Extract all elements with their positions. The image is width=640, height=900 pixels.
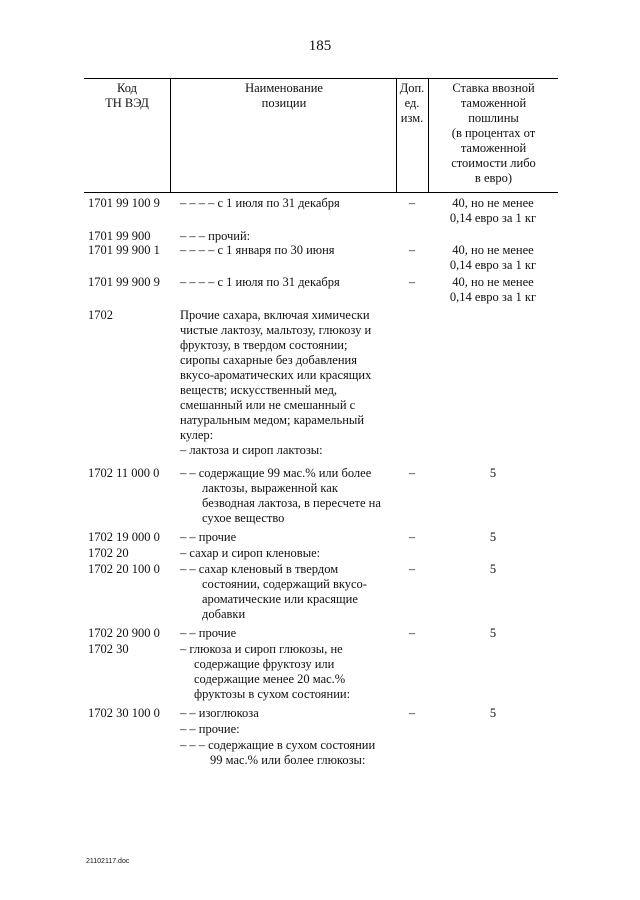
row-code: 1702 11 000 0 xyxy=(88,466,160,480)
name-line: содержащие менее 20 мас.% xyxy=(194,672,346,686)
row-unit: – xyxy=(408,706,416,720)
row-rate: 5 xyxy=(489,562,497,576)
row-code: 1701 99 900 xyxy=(88,229,151,243)
name-line: состоянии, содержащий вкусо- xyxy=(202,577,367,591)
footer-filename: 21102117.doc xyxy=(86,858,130,865)
name-line: веществ; искусственный мед, xyxy=(180,383,338,397)
row-name xyxy=(180,562,395,622)
name-line: фруктозу, в твердом состоянии; xyxy=(180,338,348,352)
row-name: – – прочие: xyxy=(180,722,240,736)
row-unit: – xyxy=(408,562,416,576)
name-line: безводная лактоза, в пересчете на xyxy=(202,496,381,510)
row-name xyxy=(180,466,395,526)
name-line: – лактоза и сироп лактозы: xyxy=(180,443,323,457)
row-name: – – изоглюкоза xyxy=(180,706,259,720)
name-line: Прочие сахара, включая химически xyxy=(180,308,370,322)
row-unit: – xyxy=(408,466,416,480)
row-unit: – xyxy=(408,275,416,289)
name-line: смешанный или не смешанный с xyxy=(180,398,356,412)
header-unit: Доп. ед. изм. xyxy=(399,81,425,125)
name-line: сухое вещество xyxy=(202,511,285,525)
name-line: 99 мас.% или более глюкозы: xyxy=(210,753,366,767)
row-code: 1701 99 100 9 xyxy=(88,196,160,210)
row-name: – – – – с 1 января по 30 июня xyxy=(180,243,335,257)
name-line: кулер: xyxy=(180,428,214,442)
name-line: ароматические или красящие xyxy=(202,592,358,606)
row-rate xyxy=(430,275,556,305)
header-name: Наименование позиции xyxy=(245,81,323,110)
row-rate xyxy=(430,243,556,273)
row-name: – – – – с 1 июля по 31 декабря xyxy=(180,196,340,210)
row-code: 1701 99 900 1 xyxy=(88,243,160,257)
row-rate-line: 0,14 евро за 1 кг xyxy=(449,290,537,304)
name-line: – – сахар кленовый в твердом xyxy=(180,562,339,576)
row-code: 1701 99 900 9 xyxy=(88,275,160,289)
name-line: – – – содержащие в сухом состоянии xyxy=(180,738,376,752)
row-rate-line: 40, но не менее xyxy=(452,243,534,257)
row-name: – – прочие xyxy=(180,626,237,640)
row-name xyxy=(180,642,395,702)
page-number: 185 xyxy=(308,38,332,54)
header-bottom-rule xyxy=(84,192,558,193)
row-code: 1702 xyxy=(88,308,113,322)
row-rate: 5 xyxy=(489,530,497,544)
name-line: натуральным медом; карамельный xyxy=(180,413,365,427)
row-rate: 5 xyxy=(489,466,497,480)
row-name xyxy=(180,308,395,458)
name-line: содержащие фруктозу или xyxy=(194,657,335,671)
row-unit: – xyxy=(408,196,416,210)
row-name xyxy=(180,738,420,768)
table-header xyxy=(84,78,558,192)
name-line: чистые лактозу, мальтозу, глюкозу и xyxy=(180,323,372,337)
row-code: 1702 20 900 0 xyxy=(88,626,160,640)
row-code: 1702 30 100 0 xyxy=(88,706,160,720)
row-rate-line: 40, но не менее xyxy=(452,196,534,210)
row-rate: 5 xyxy=(489,626,497,640)
header-rate: Ставка ввозной таможенной пошлины (в процентах от таможенной стоимости либо в евро) xyxy=(451,81,536,185)
row-code: 1702 20 xyxy=(88,546,129,560)
row-rate xyxy=(430,196,556,226)
row-name: – сахар и сироп кленовые: xyxy=(180,546,321,560)
row-unit: – xyxy=(408,530,416,544)
row-code: 1702 20 100 0 xyxy=(88,562,160,576)
row-rate-line: 0,14 евро за 1 кг xyxy=(449,211,537,225)
row-code: 1702 30 xyxy=(88,642,129,656)
row-rate-line: 40, но не менее xyxy=(452,275,534,289)
name-line: лактозы, выраженной как xyxy=(202,481,338,495)
row-unit: – xyxy=(408,626,416,640)
name-line: добавки xyxy=(202,607,246,621)
row-rate: 5 xyxy=(489,706,497,720)
row-name: – – прочие xyxy=(180,530,237,544)
row-name: – – – прочий: xyxy=(180,229,251,243)
name-line: сиропы сахарные без добавления xyxy=(180,353,357,367)
row-code: 1702 19 000 0 xyxy=(88,530,160,544)
name-line: фруктозы в сухом состоянии: xyxy=(194,687,351,701)
name-line: – – содержащие 99 мас.% или более xyxy=(180,466,372,480)
row-unit: – xyxy=(408,243,416,257)
row-rate-line: 0,14 евро за 1 кг xyxy=(449,258,537,272)
row-name: – – – – с 1 июля по 31 декабря xyxy=(180,275,340,289)
name-line: вкусо-ароматических или красящих xyxy=(180,368,372,382)
header-code: Код ТН ВЭД xyxy=(105,81,149,110)
name-line: – глюкоза и сироп глюкозы, не xyxy=(180,642,343,656)
